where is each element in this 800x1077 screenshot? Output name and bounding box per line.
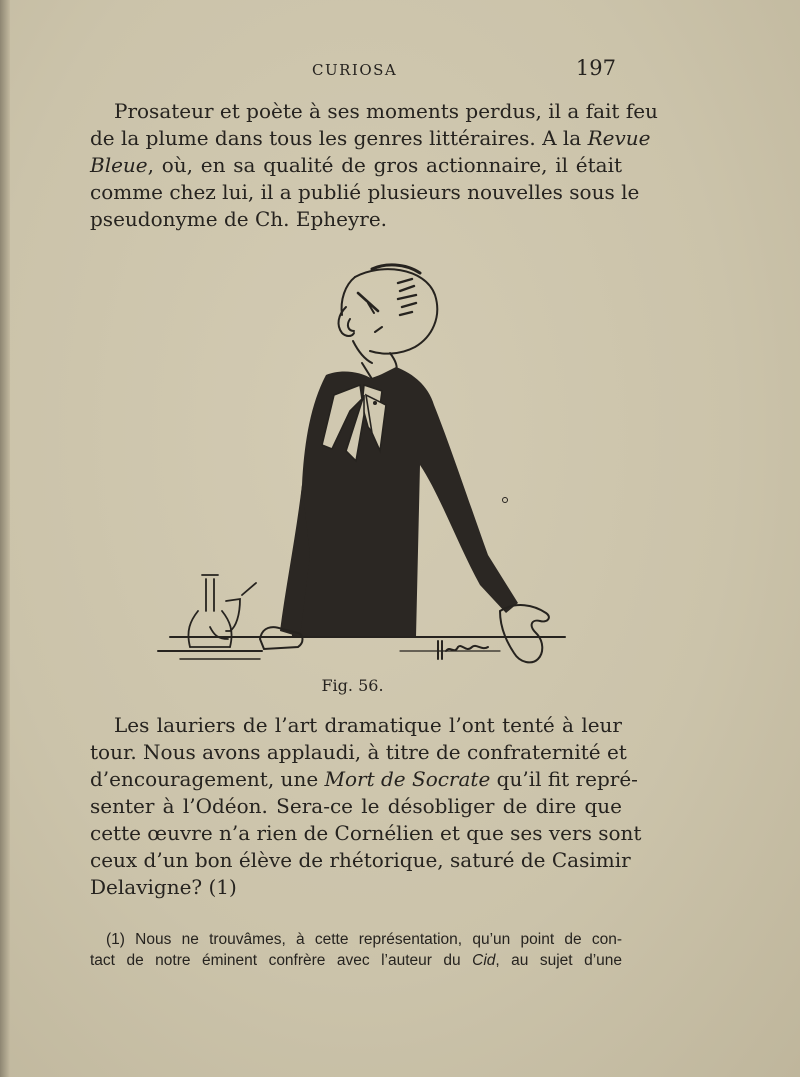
text-line: ceux d’un bon élève de rhétorique, saturé de Casimir xyxy=(90,848,631,872)
paragraph-1 xyxy=(90,98,658,233)
text-line: Les lauriers de l’art dramatique l’ont tenté à leur xyxy=(114,713,622,737)
text-line: tour. Nous avons applaudi, à titre de confraternité et xyxy=(90,740,627,764)
text-line: pseudonyme de Ch. Epheyre. xyxy=(90,207,388,231)
running-head xyxy=(90,58,620,86)
italic-title: Revue xyxy=(587,126,651,150)
italic-title: Mort de Socrate xyxy=(324,767,491,791)
text-line: comme chez lui, il a publié plusieurs nouvelles sous le xyxy=(90,180,640,204)
italic-title: Bleue xyxy=(90,153,148,177)
caricature-drawing xyxy=(150,255,580,670)
page-gutter-shadow xyxy=(0,0,10,1077)
text-line: Prosateur et poète à ses moments perdus, il a fait feu xyxy=(114,99,658,123)
text-line: Bleue, où, en sa qualité de gros actionnaire, il était xyxy=(90,153,622,177)
footnote-line: tact de notre éminent confrère avec l’auteur du Cid, au sujet d’une xyxy=(90,952,623,969)
caricature-illustration xyxy=(150,255,580,670)
italic-title: Cid xyxy=(472,952,496,969)
text-line: Delavigne? (1) xyxy=(90,875,237,899)
text-line: cette œuvre n’a rien de Cornélien et que ses vers sont xyxy=(90,821,642,845)
footnote xyxy=(90,929,622,971)
page-number: 197 xyxy=(575,56,616,80)
paragraph-2 xyxy=(90,712,642,901)
text-line: d’encouragement, une Mort de Socrate qu’il fit repré- xyxy=(90,767,638,791)
figure-caption: Fig. 56. xyxy=(321,676,384,695)
running-title: CURIOSA xyxy=(312,61,398,79)
text-line: senter à l’Odéon. Sera-ce le désobliger de dire que xyxy=(90,794,622,818)
text-line: de la plume dans tous les genres littéraires. A la Revue xyxy=(90,126,651,150)
footnote-line: (1) Nous ne trouvâmes, à cette représentation, qu’un point de con- xyxy=(106,931,622,948)
